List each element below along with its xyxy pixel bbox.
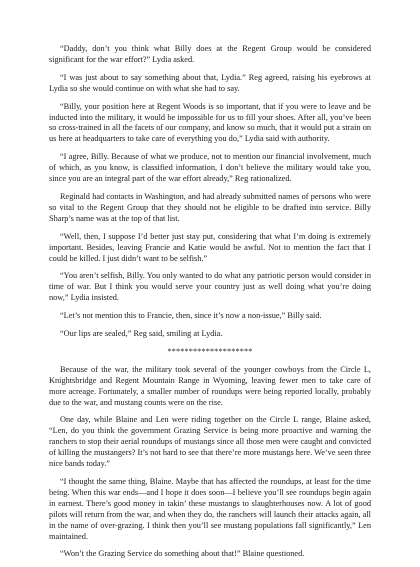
section-separator: ******************** xyxy=(167,346,253,356)
paragraph: “Daddy, don’t you think what Billy does at the Regent Group would be considered significant for the war effort?” Lydia asked. xyxy=(49,44,371,64)
paragraph: “Let’s not mention this to Francie, then, since it’s now a non-issue,” Billy said. xyxy=(60,311,322,321)
paragraph: Reginald had contacts in Washington, and had already submitted names of persons who were so vital to the Regent Group that they should not be eligible to be drafted into service. Billy Sharp’s name was at the top of that list. xyxy=(49,191,371,223)
paragraph: Because of the war, the military took several of the younger cowboys from the Circle L, Knightsbridge and Regent Mountain Range in Wyoming, leaving fewer men to take care of more acreage. Fortunately, a smaller number of roundups were being reported locally, probably due to the war, and mustang counts were on the rise. xyxy=(49,364,371,407)
paragraph: “Won’t the Grazing Service do something about that!” Blaine questioned. xyxy=(60,549,305,559)
paragraph: “Our lips are sealed,” Reg said, smiling at Lydia. xyxy=(60,329,223,339)
paragraph: “I agree, Billy. Because of what we produce, not to mention our financial involvement, much of which, as you know, is classified information, I don’t believe the military would take you, since you are an integral part of the war effort already,” Reg rationalized. xyxy=(49,152,371,184)
paragraph: “I was just about to say something about that, Lydia.” Reg agreed, raising his eyebrows at Lydia so she would continue on with what she had to say. xyxy=(49,72,371,93)
paragraph: “I thought the same thing, Blaine. Maybe that has affected the roundups, at least for the time being. When this war ends—and I hope it does soon—I believe you’ll see roundups begin again in earnest. There’s good money in takin’ these mustangs to slaughterhouses now. A lot of good pilots will return from the war, and when they do, the ranchers will launch their attacks again, all in the name of over-grazing. I think then you’ll see mustang populations fall significantly,” Len maintained. xyxy=(49,477,371,541)
paragraph: “Billy, your position here at Regent Woods is so important, that if you were to leave and be inducted into the military, it would be impossible for us to fill your shoes. After all, you’ve been so cross-trained in all the facets of our company, and know so much, that it would put a strain on us here at headquarters to take care of everything you do,” Lydia said with authority. xyxy=(49,101,371,144)
paragraph: One day, while Blaine and Len were riding together on the Circle L range, Blaine asked, “Len, do you think the government Grazing Service is being more proactive and warning the ranchers to stop their aerial roundups of mustangs since all those men were caught and convicted of killing the mustangers? It’s not hard to see that there’re more mustangs here. We’ve seen three nice bands today.” xyxy=(49,415,371,469)
paragraph: “You aren’t selfish, Billy. You only wanted to do what any patriotic person would consider in time of war. But I think you would serve your country just as well doing what you’re doing now,” Lydia insisted. xyxy=(49,271,371,303)
paragraph: “Well, then, I suppose I’d better just stay put, considering that what I’m doing is extremely important. Besides, leaving Francie and Katie would be awful. Not to mention the fact that I could be killed. I just didn’t want to be selfish.” xyxy=(49,231,371,263)
document-page xyxy=(49,44,371,567)
